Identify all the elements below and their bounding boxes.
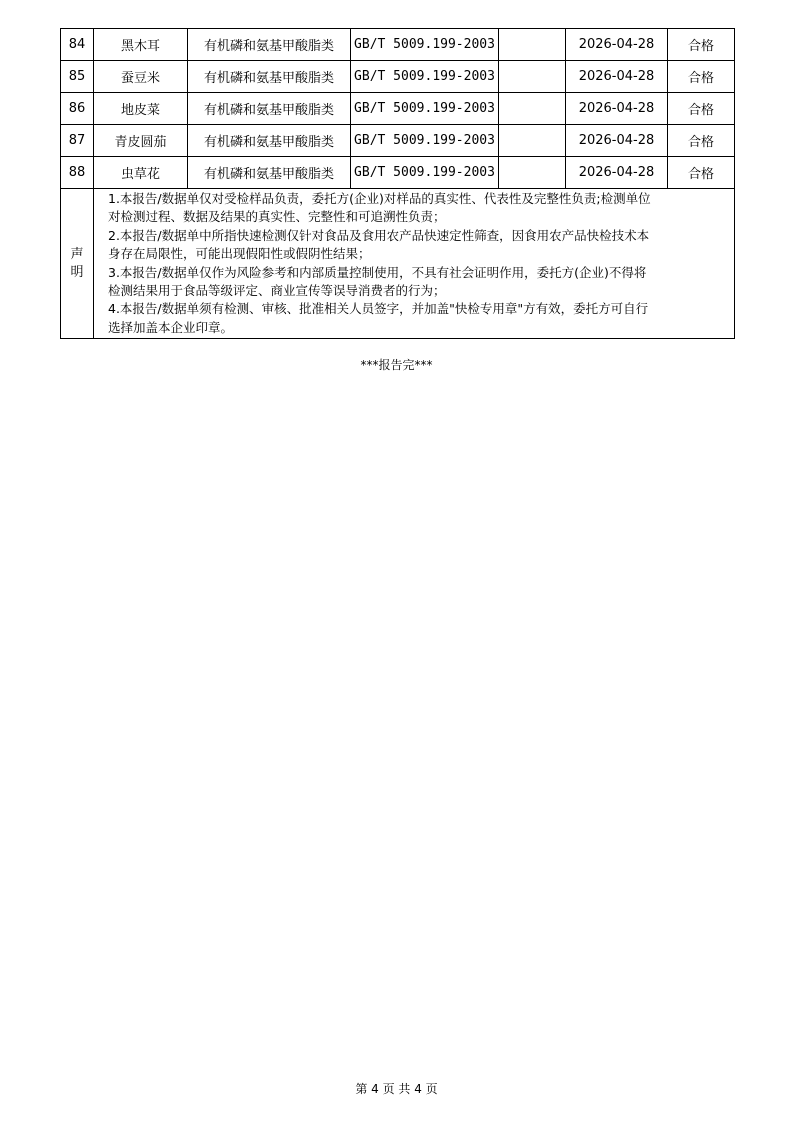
cell-no: 88 [61, 157, 94, 189]
table-row [61, 157, 735, 189]
cell-standard: GB/T 5009.199-2003 [351, 61, 499, 93]
cell-standard: GB/T 5009.199-2003 [351, 29, 499, 61]
cell-date: 2026-04-28 [566, 93, 668, 125]
cell-test-item: 有机磷和氨基甲酸脂类 [188, 93, 351, 125]
cell-standard: GB/T 5009.199-2003 [351, 93, 499, 125]
cell-no: 86 [61, 93, 94, 125]
cell-sample-name: 蚕豆米 [94, 61, 188, 93]
cell-test-item: 有机磷和氨基甲酸脂类 [188, 157, 351, 189]
declaration-line: 选择加盖本企业印章。 [108, 319, 234, 335]
cell-date: 2026-04-28 [566, 29, 668, 61]
cell-result: 合格 [668, 93, 735, 125]
cell-standard: GB/T 5009.199-2003 [351, 125, 499, 157]
cell-blank [499, 125, 566, 157]
table-row [61, 93, 735, 125]
cell-no: 85 [61, 61, 94, 93]
cell-result: 合格 [668, 61, 735, 93]
cell-test-item: 有机磷和氨基甲酸脂类 [188, 29, 351, 61]
cell-no: 84 [61, 29, 94, 61]
declaration-label [61, 189, 94, 339]
table-row [61, 61, 735, 93]
cell-date: 2026-04-28 [566, 61, 668, 93]
cell-result: 合格 [668, 157, 735, 189]
cell-sample-name: 地皮菜 [94, 93, 188, 125]
cell-result: 合格 [668, 125, 735, 157]
declaration-line: 3.本报告/数据单仅作为风险参考和内部质量控制使用，不具有社会证明作用，委托方(企业)不得将 [108, 264, 647, 280]
declaration-label-char: 明 [70, 264, 84, 280]
cell-blank [499, 29, 566, 61]
cell-test-item: 有机磷和氨基甲酸脂类 [188, 61, 351, 93]
declaration-line: 检测结果用于食品等级评定、商业宣传等误导消费者的行为； [108, 283, 446, 299]
declaration-line: 1.本报告/数据单仅对受检样品负责，委托方(企业)对样品的真实性、代表性及完整性负责;检测单位 [108, 191, 651, 206]
cell-date: 2026-04-28 [566, 125, 668, 157]
declaration-text [94, 189, 735, 339]
declaration-line: 2.本报告/数据单中所指快速检测仅针对食品及食用农产品快速定性筛查，因食用农产品快检技术本 [108, 227, 650, 243]
table-row [61, 125, 735, 157]
results-table [60, 28, 735, 339]
declaration-line: 4.本报告/数据单须有检测、审核、批准相关人员签字，并加盖"快检专用章"方有效，委托方可自行 [108, 301, 649, 317]
cell-standard: GB/T 5009.199-2003 [351, 157, 499, 189]
declaration-row [61, 189, 735, 339]
declaration-label-char: 声 [70, 246, 84, 262]
cell-sample-name: 黑木耳 [94, 29, 188, 61]
cell-result: 合格 [668, 29, 735, 61]
cell-test-item: 有机磷和氨基甲酸脂类 [188, 125, 351, 157]
report-end-marker: ***报告完*** [360, 358, 433, 372]
cell-blank [499, 93, 566, 125]
table-row [61, 29, 735, 61]
cell-blank [499, 157, 566, 189]
cell-blank [499, 61, 566, 93]
cell-date: 2026-04-28 [566, 157, 668, 189]
page-number: 第 4 页 共 4 页 [355, 1082, 438, 1096]
cell-no: 87 [61, 125, 94, 157]
declaration-line: 身存在局限性，可能出现假阳性或假阴性结果； [108, 246, 371, 262]
cell-sample-name: 青皮圆茄 [94, 125, 188, 157]
declaration-line: 对检测过程、数据及结果的真实性、完整性和可追溯性负责； [108, 209, 446, 225]
cell-sample-name: 虫草花 [94, 157, 188, 189]
